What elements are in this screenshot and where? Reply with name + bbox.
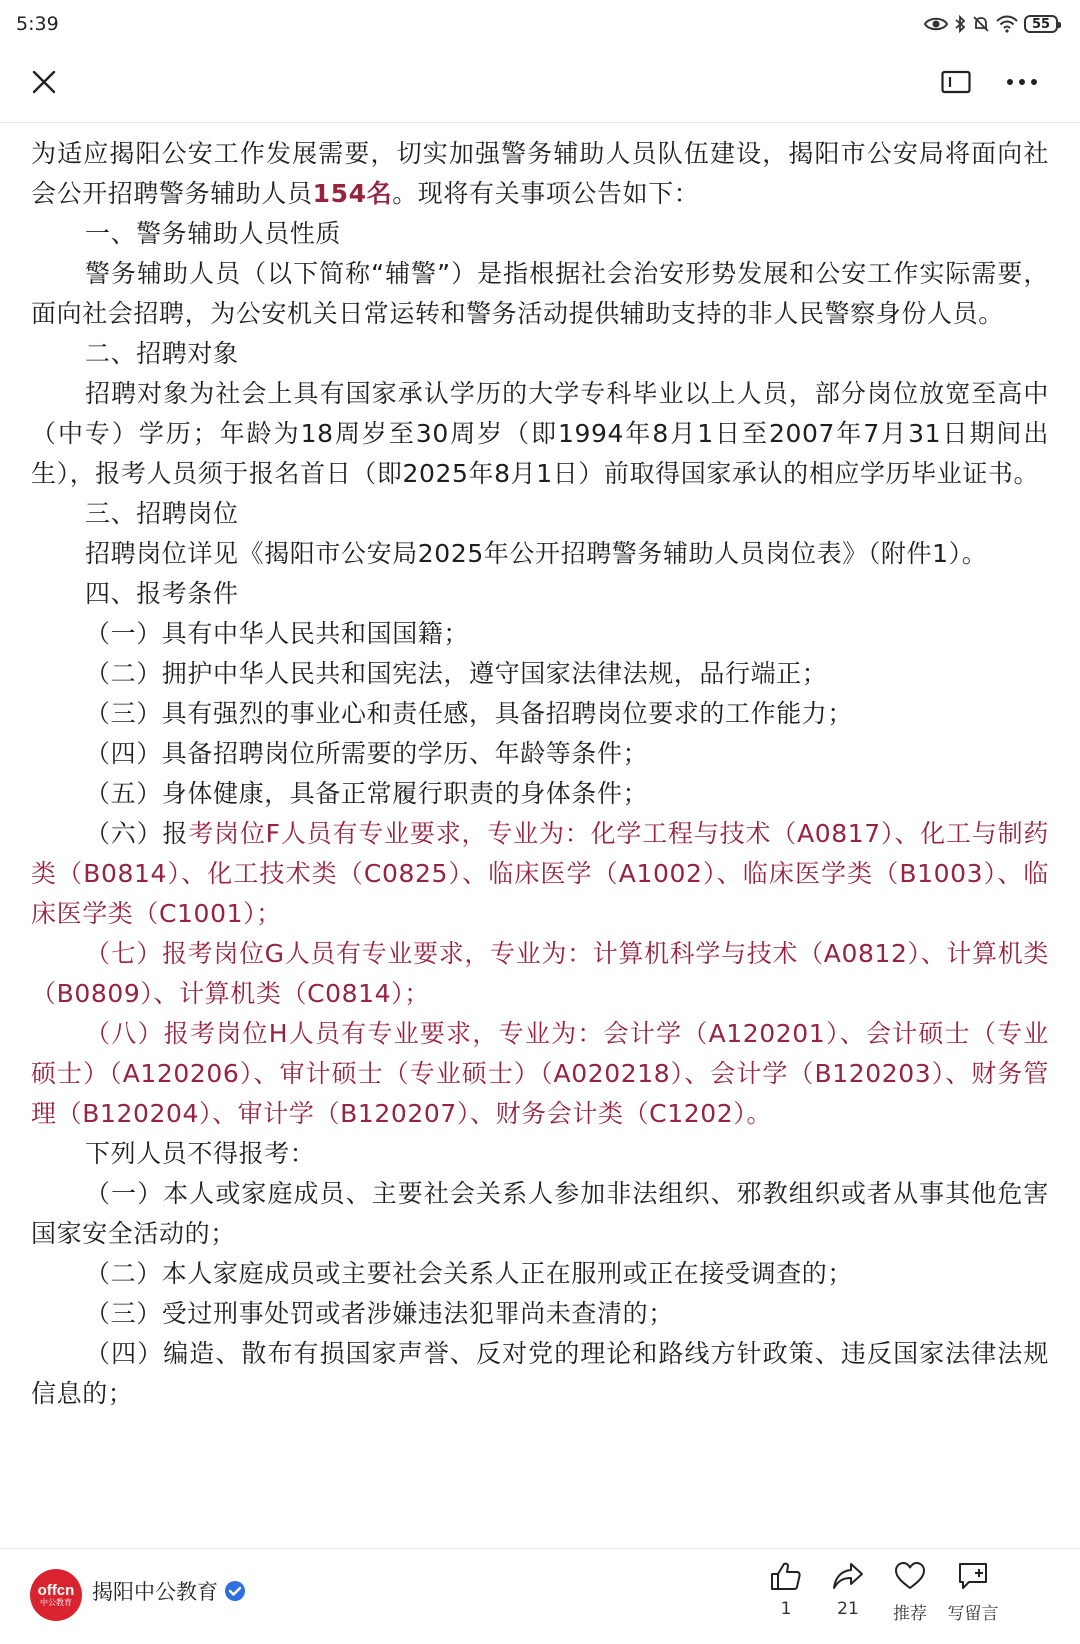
verified-badge-icon: [224, 1580, 246, 1602]
exclusion-heading: 下列人员不得报考：: [85, 1139, 316, 1168]
section-heading-4: 四、报考条件: [85, 579, 239, 608]
section-heading-1: 一、警务辅助人员性质: [85, 219, 342, 248]
wifi-icon: [996, 15, 1018, 33]
recommend-button[interactable]: [875, 1561, 945, 1624]
section-paragraph-2: 招聘对象为社会上具有国家承认学历的大学专科毕业以上人员，部分岗位放宽至高中（中专）学历；年龄为18周岁至30周岁（即1994年8月1日至2007年7月31日期间出生），报考人员须于报名首日（即2025年8月1日）前取得国家承认的相应学历毕业证书。: [31, 379, 1049, 488]
author-avatar[interactable]: [30, 1569, 82, 1621]
condition-item-3: （三）具有强烈的事业心和责任感，具备招聘岗位要求的工作能力；: [85, 699, 854, 728]
section-heading-3: 三、招聘岗位: [85, 499, 239, 528]
bluetooth-icon: [954, 15, 966, 33]
author-name-link[interactable]: [92, 1576, 246, 1606]
intro-paragraph: [31, 134, 1049, 214]
section-heading-2: 二、招聘对象: [85, 339, 239, 368]
share-count: 21: [837, 1599, 859, 1619]
intro-text-a: 为适应揭阳公安工作发展需要，切实加强警务辅助人员队伍建设，揭阳市公安局将面向社会公开招聘警务辅助人员: [31, 139, 1049, 208]
battery-indicator: 55: [1024, 15, 1058, 33]
intro-text-b: 。现将有关事项公告如下：: [392, 179, 700, 208]
condition-item-7: （七）报考岗位G人员有专业要求，专业为：计算机科学与技术（A0812）、计算机类（B0809）、计算机类（C0814）；: [31, 939, 1049, 1008]
close-icon: [32, 70, 56, 94]
thumbs-up-icon: [770, 1561, 802, 1591]
like-count: 1: [780, 1599, 792, 1619]
close-button[interactable]: [22, 60, 66, 104]
condition-item-1: （一）具有中华人民共和国国籍；: [85, 619, 470, 648]
status-icons: [924, 15, 1058, 33]
floating-window-button[interactable]: [934, 60, 978, 104]
window-icon: [941, 70, 971, 94]
condition-item-6: [31, 814, 1049, 934]
comment-label: 写留言: [947, 1604, 999, 1624]
condition-item-4: （四）具备招聘岗位所需要的学历、年龄等条件；: [85, 739, 649, 768]
more-icon: [1006, 78, 1038, 86]
mute-bell-icon: [972, 15, 990, 33]
recruit-count: 154名: [312, 179, 393, 208]
article-body[interactable]: [0, 122, 1080, 1547]
share-arrow-icon: [832, 1561, 864, 1591]
condition-item-8: （八）报考岗位H人员有专业要求，专业为：会计学（A120201）、会计硕士（专业硕士）（A120206）、审计硕士（专业硕士）（A020218）、会计学（B120203）、财务管理（B120204）、审计学（B120207）、财务会计类（C1202）。: [31, 1019, 1049, 1128]
recommend-label: 推荐: [893, 1604, 927, 1624]
section-paragraph-3: 招聘岗位详见《揭阳市公安局2025年公开招聘警务辅助人员岗位表》（附件1）。: [85, 539, 988, 568]
author-name: 揭阳中公教育: [92, 1580, 218, 1604]
write-comment-button[interactable]: [938, 1561, 1008, 1624]
exclusion-item-4: （四）编造、散布有损国家声誉、反对党的理论和路线方针政策、违反国家法律法规信息的；: [31, 1339, 1049, 1408]
bottom-bar: [0, 1548, 1080, 1644]
condition-item-6-highlight: 考岗位F人员有专业要求，专业为：化学工程与技术（A0817）、化工与制药类（B0814）、化工技术类（C0825）、临床医学（A1002）、临床医学类（B1003）、临床医学类（C1001）；: [31, 819, 1049, 928]
exclusion-item-2: （二）本人家庭成员或主要社会关系人正在服刑或正在接受调查的；: [85, 1259, 854, 1288]
article-content: [0, 122, 1080, 1414]
condition-item-6-prefix: （六）报: [85, 819, 189, 848]
eye-icon: [924, 15, 948, 33]
condition-item-2: （二）拥护中华人民共和国宪法，遵守国家法律法规，品行端正；: [85, 659, 828, 688]
like-button[interactable]: [751, 1561, 821, 1619]
heart-icon: [894, 1561, 926, 1591]
section-paragraph-1: 警务辅助人员（以下简称“辅警”）是指根据社会治安形势发展和公安工作实际需要，面向社会招聘，为公安机关日常运转和警务活动提供辅助支持的非人民警察身份人员。: [31, 259, 1049, 328]
more-button[interactable]: [998, 60, 1046, 104]
exclusion-item-3: （三）受过刑事处罚或者涉嫌违法犯罪尚未查清的；: [85, 1299, 674, 1328]
comment-add-icon: [957, 1561, 989, 1591]
logo-subtext: 中公教育: [40, 1598, 72, 1607]
share-button[interactable]: [813, 1561, 883, 1619]
status-time: 5:39: [16, 13, 59, 35]
top-bar: [0, 48, 1080, 123]
status-bar: [0, 0, 1080, 48]
condition-item-5: （五）身体健康，具备正常履行职责的身体条件；: [85, 779, 649, 808]
exclusion-item-1: （一）本人或家庭成员、主要社会关系人参加非法组织、邪教组织或者从事其他危害国家安全活动的；: [31, 1179, 1049, 1248]
logo-text: offcn: [37, 1582, 75, 1599]
